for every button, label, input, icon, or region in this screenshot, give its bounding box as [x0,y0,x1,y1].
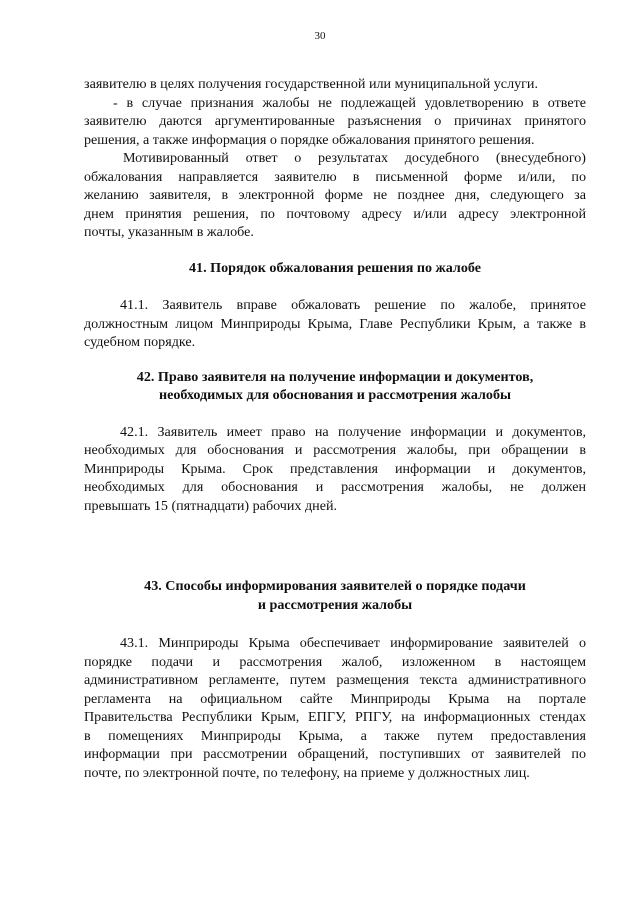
text-line: заявителю в целях получения государственной или муниципальной услуги. [84,76,538,92]
text-line: необходимых для обоснования и рассмотрения жалобы, при обращении в [84,442,586,458]
text-line: Правительства Республики Крым, ЕПГУ, РПГУ, на информационных стендах [84,709,586,725]
heading-line: необходимых для обоснования и рассмотрения жалобы [158,387,512,403]
text-line: днем принятия решения, по почтовому адресу и/или адресу электронной [84,205,586,222]
heading-line: 42. Право заявителя на получение информации и документов, [136,368,534,385]
text-line: 42.1. Заявитель имеет право на получение информации и документов, [120,423,586,440]
text-line: необходимых для обоснования и рассмотрения жалобы, не должен [84,479,586,495]
text-line: регламента на официальном сайте Минприроды Крыма на портале [84,690,586,707]
text-line: Мотивированный ответ о результатах досудебного (внесудебного) [123,150,586,166]
text-line: почты, указанным в жалобе. [84,224,254,240]
text-line: желанию заявителя, в электронной форме не позднее дня, следующего за [84,187,586,203]
text-line: административном регламенте, путем размещения текста административного [84,672,586,688]
intro-paragraph [84,75,586,242]
section-43-paragraph [84,634,586,782]
text-line: решения, а также информация о порядке обжалования принятого решения. [84,131,535,148]
text-line: Минприроды Крыма. Срок представления информации и документов, [84,460,586,477]
text-line: 43.1. Минприроды Крыма обеспечивает информирование заявителей о [120,635,586,651]
section-42-paragraph [84,423,586,516]
heading-line: 41. Порядок обжалования решения по жалобе [188,259,481,276]
text-line: превышать 15 (пятнадцати) рабочих дней. [84,497,338,514]
section-43-heading [84,577,586,614]
text-line: должностным лицом Минприроды Крыма, Главе Республики Крым, а также в [84,315,586,332]
text-line: почте, по электронной почте, по телефону, на приеме у должностных лиц. [84,764,530,781]
text-line: информации при рассмотрении обращений, поступивших от заявителей по [84,746,586,762]
text-line: - в случае признания жалобы не подлежащей удовлетворению в ответе [113,94,586,111]
text-line: заявителю даются аргументированные разъяснения о причинах принятого [84,113,586,129]
heading-line: и рассмотрения жалобы [257,596,413,613]
section-42-heading [84,368,586,405]
page-number: 30 [314,30,326,42]
heading-line: 43. Способы информирования заявителей о порядке подачи [144,578,526,594]
text-line: порядке подачи и рассмотрения жалоб, изложенном в настоящем [84,653,586,670]
text-line: судебном порядке. [84,334,196,350]
document-body [84,75,586,782]
text-line: 41.1. Заявитель вправе обжаловать решение по жалобе, принятое [120,297,586,313]
text-line: обжалования направляется заявителю в письменной форме и/или, по [84,168,586,185]
section-41-heading [84,259,586,278]
text-line: в помещениях Минприроды Крыма, а также путем предоставления [84,727,586,744]
section-41-paragraph [84,296,586,352]
